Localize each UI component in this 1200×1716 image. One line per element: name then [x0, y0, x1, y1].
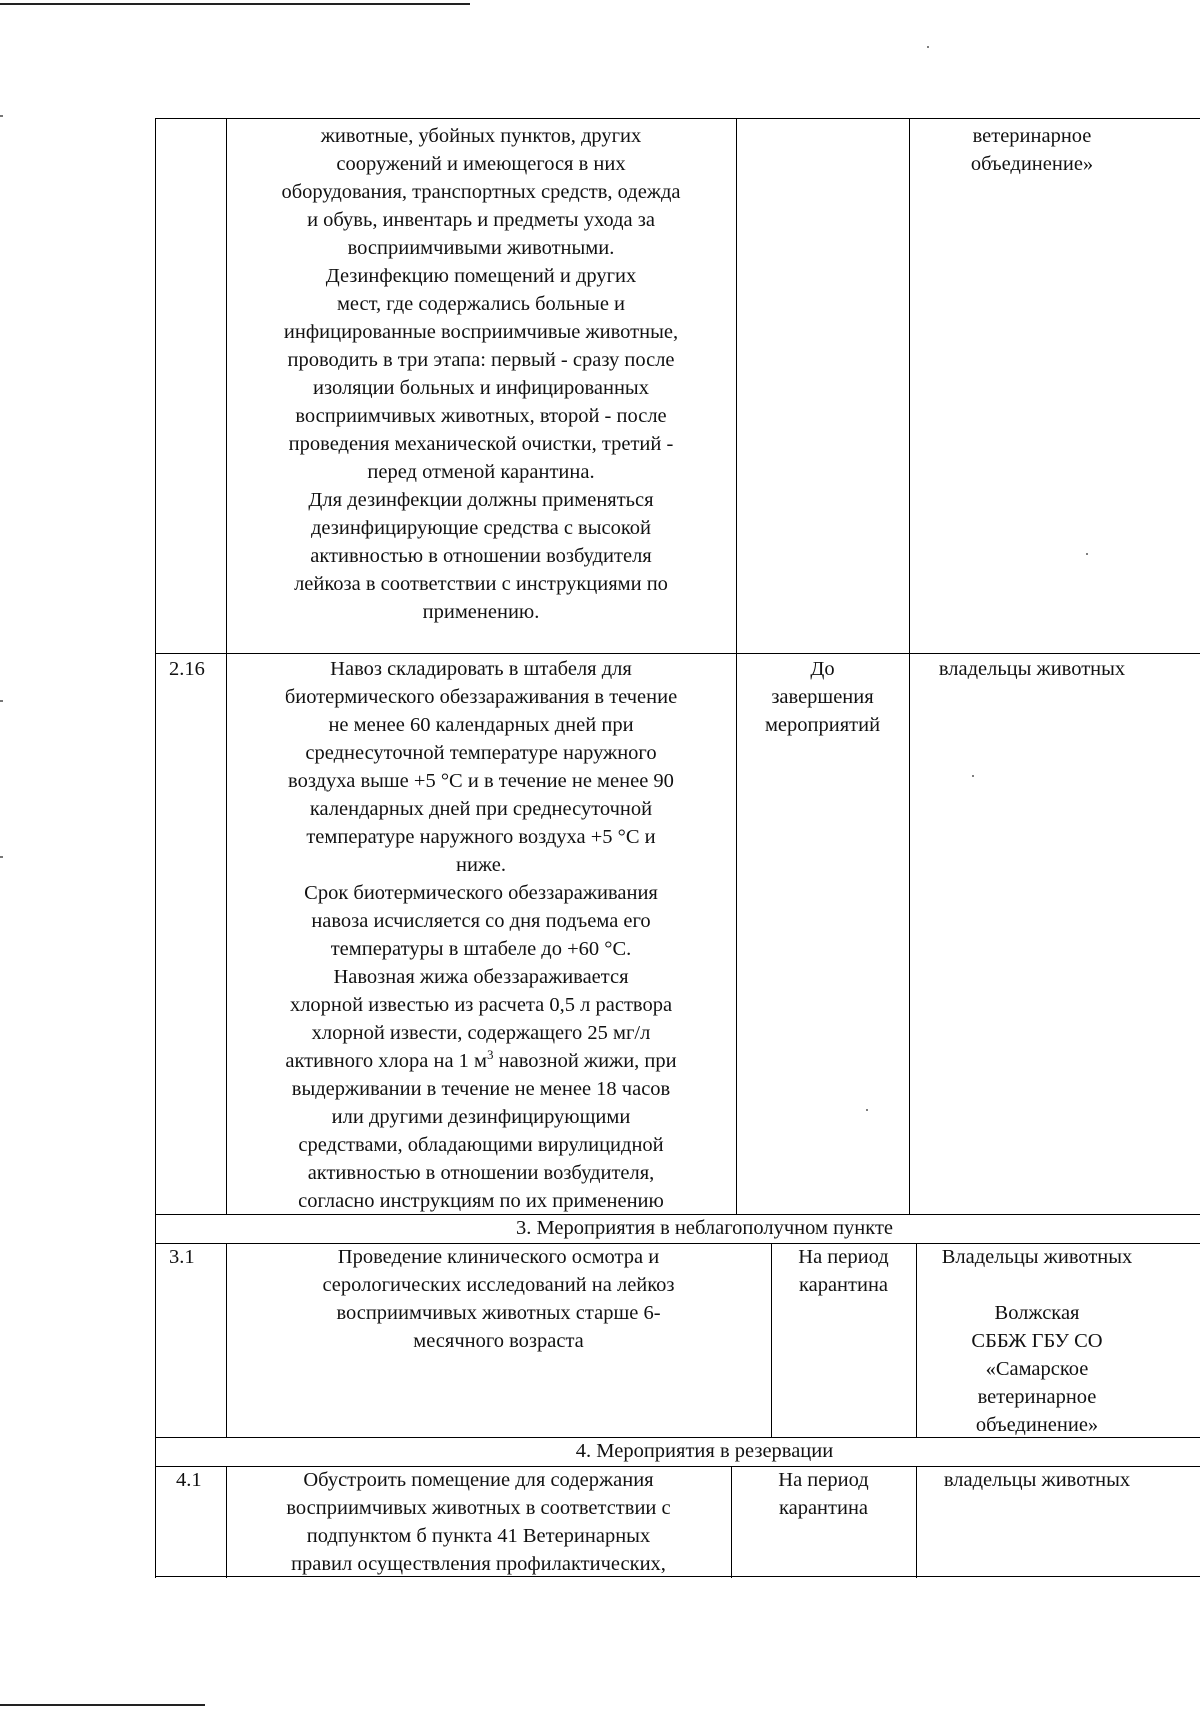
term-text: До завершения мероприятий [764, 658, 881, 736]
section-header [155, 1214, 1200, 1243]
scan-speck [0, 700, 3, 702]
responsible-text: владельцы животных [938, 658, 1126, 680]
scan-edge-line [0, 3, 470, 5]
responsible-text: владельцы животных [943, 1469, 1131, 1491]
scan-speck [0, 115, 3, 117]
section-title: 4. Мероприятия в резервации [575, 1440, 834, 1462]
measure-text: Обустроить помещение для содержания восприимчивых животных в соответствии с подпунктом б пункта 41 Ветеринарных правил осуществления профилактических, [286, 1469, 671, 1575]
section-title: 3. Мероприятия в неблагополучном пункте [515, 1217, 894, 1239]
scan-speck [927, 46, 929, 48]
row-number: 4.1 [176, 1469, 202, 1491]
table-row [155, 118, 1200, 653]
measure-text: Навоз складировать в штабеля для биотермического обеззараживания в течение не менее 60 календарных дней при среднесуточной температуре наружного воздуха выше +5 °С и в течение не менее 90 календарных дней при среднесуточной температуре наружного воздуха +5 °С и ниже. Срок биотермического обеззараживания навоза исчисляется со дня подъема его температуры в штабеле до +60 °С. Навозная жижа обеззараживается хлорной известью из расчета 0,5 л раствора хлорной извести, содержащего 25 мг/л активного хлора на 1 $м^3$ навозной жижи, при выдерживании в течение не менее 18 часов или другими дезинфицирующими средствами, обладающими вирулицидной активностью в отношении возбудителя, согласно инструкциям по их применению [284, 658, 678, 1212]
responsible-text: Владельцы животных Волжская СББЖ ГБУ СО «Самарское ветеринарное объединение» [941, 1246, 1133, 1436]
table-row [155, 1243, 1200, 1437]
row-number: 2.16 [169, 658, 205, 680]
superscript: 3 [487, 1047, 494, 1063]
measure-text: Проведение клинического осмотра и серологических исследований на лейкоз восприимчивых животных старше 6- месячного возраста [322, 1246, 675, 1352]
measure-text: животные, убойных пунктов, других сооружений и имеющегося в них оборудования, транспортных средств, одежда и обувь, инвентарь и предметы ухода за восприимчивыми животными. Дезинфекцию помещений и других мест, где содержались больные и инфицированные восприимчивые животные, проводить в три этапа: первый - сразу после изоляции больных и инфицированных восприимчивых животных, второй - после проведения механической очистки, третий - перед отменой карантина. Для дезинфекции должны применяться дезинфицирующие средства с высокой активностью в отношении возбудителя лейкоза в соответствии с инструкциями по применению. [281, 125, 681, 623]
section-header [155, 1437, 1200, 1466]
table-row [155, 653, 1200, 1214]
table-row [155, 1466, 1200, 1578]
term-text: На период карантина [798, 1246, 889, 1296]
responsible-text: ветеринарное объединение» [970, 125, 1094, 175]
row-number: 3.1 [169, 1246, 195, 1268]
scan-speck [0, 856, 3, 858]
scan-edge-line [0, 1704, 205, 1706]
term-text: На период карантина [778, 1469, 869, 1519]
